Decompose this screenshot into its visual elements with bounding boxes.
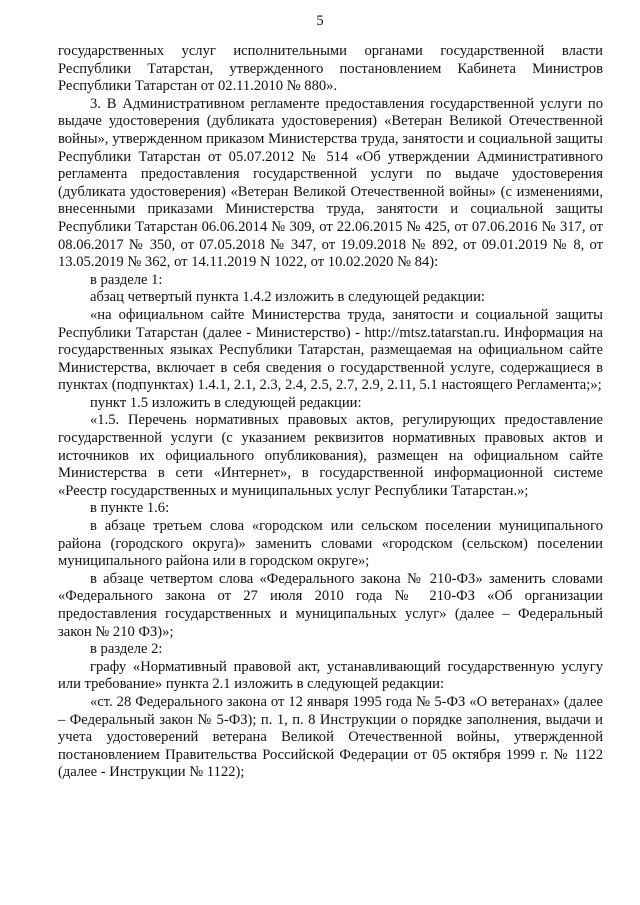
paragraph-abzac-4: в абзаце четвертом слова «Федерального закона № 210-ФЗ» заменить словами «Федерального закона от 27 июля 2010 года № 210-ФЗ «Об организации предоставления государственных и муниципальных услуг» (далее – Федеральный закон № 210 ФЗ)»; xyxy=(58,570,603,640)
page-number: 5 xyxy=(316,13,324,29)
paragraph-quote-2-1: «ст. 28 Федерального закона от 12 января 1995 года № 5-ФЗ «О ветеранах» (далее – Федеральный закон № 5-ФЗ); п. 1, п. 8 Инструкции о порядке заполнения, выдачи и учета удостоверений ветерана Великой Отечественной войны, утвержденной постановлением Правительства Российской Федерации от 05 октября 1999 г. № 1122 (далее - Инструкции № 1122); xyxy=(58,693,603,781)
paragraph-section-1: в разделе 1: xyxy=(90,271,163,288)
paragraph-item-3: 3. В Административном регламенте предоставления государственной услуги по выдаче удостоверения (дубликата удостоверения) «Ветеран Великой Отечественной войны», утвержденном приказом Министерства труда, занятости и социальной защиты Республики Татарстан от 05.07.2012 № 514 «Об утверждении Административного регламента предоставления государственной услуги по выдаче удостоверения (дубликата удостоверения) «Ветеран Великой Отечественной войны» (с изменениями, внесенными приказами Министерства труда, занятости и социальной защиты Республики Татарстан 06.06.2014 № 309, от 22.06.2015 № 425, от 07.06.2016 № 317, от 08.06.2017 № 350, от 07.05.2018 № 347, от 19.09.2018 № 892, от 09.01.2019 № 8, от 13.05.2019 № 362, от 14.11.2019 N 1022, от 10.02.2020 № 84): xyxy=(58,95,603,271)
paragraph-abzac-3: в абзаце третьем слова «городском или сельском поселении муниципального района (городского округа)» заменить словами «городском (сельском) поселении муниципального района или в городском округе»; xyxy=(58,518,603,570)
paragraph-quote-1-4-2: «на официальном сайте Министерства труда, занятости и социальной защиты Республики Татарстан (далее - Министерство) - http://mtsz.tatarstan.ru. Информация на государственных языках Республики Татарстан, размещаемая на официальном сайте Министерства, включает в себя сведения о государственной услуге, содержащиеся в пунктах (подпунктах) 1.4.1, 2.1, 2.3, 2.4, 2.5, 2.7, 2.9, 2.11, 5.1 настоящего Регламента;»; xyxy=(58,306,603,394)
paragraph-continuation: государственных услуг исполнительными органами государственной власти Республики Татарстан, утвержденного постановлением Кабинета Министров Республики Татарстан от 02.11.2010 № 880». xyxy=(58,43,603,95)
paragraph-instruction-2-1: графу «Нормативный правовой акт, устанавливающий государственную услугу или требование» пункта 2.1 изложить в следующей редакции: xyxy=(58,658,603,693)
paragraph-quote-1-5: «1.5. Перечень нормативных правовых актов, регулирующих предоставление государственной услуги (с указанием реквизитов нормативных правовых актов и источников их официального опубликования), размещен на официальном сайте Министерства в сети «Интернет», в государственной информационной системе «Реестр государственных и муниципальных услуг Республики Татарстан.»; xyxy=(58,412,603,499)
paragraph-point-1-6: в пункте 1.6: xyxy=(90,500,170,517)
paragraph-section-2: в разделе 2: xyxy=(90,641,163,658)
document-body xyxy=(58,43,603,782)
paragraph-instruction-1-4-2: абзац четвертый пункта 1.4.2 изложить в следующей редакции: xyxy=(90,289,485,306)
paragraph-instruction-1-5: пункт 1.5 изложить в следующей редакции: xyxy=(90,394,362,411)
